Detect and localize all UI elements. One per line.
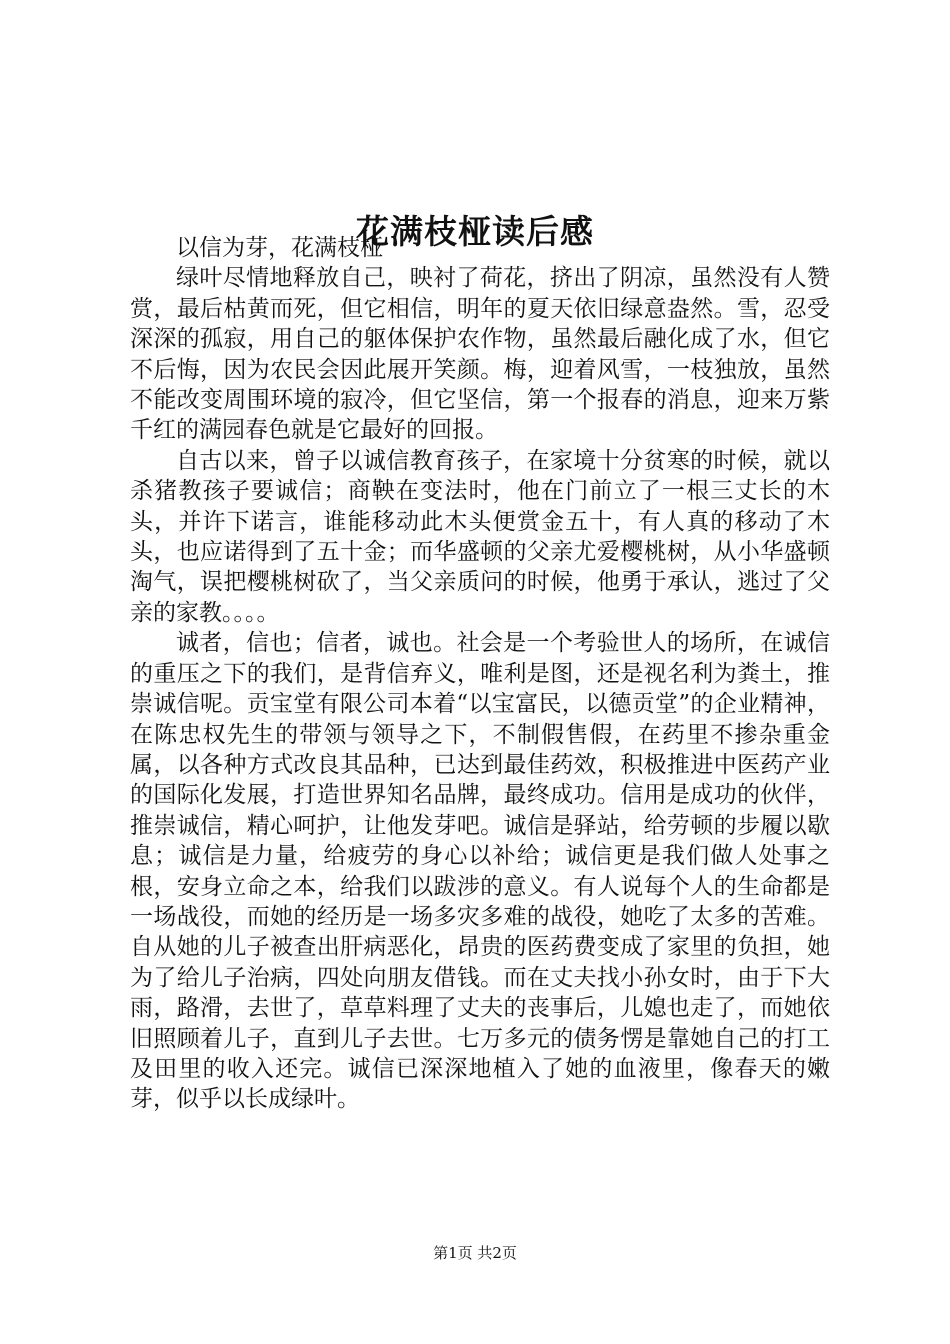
body-paragraph: 绿叶尽情地释放自己，映衬了荷花，挤出了阴凉，虽然没有人赞赏，最后枯黄而死，但它相信，明年的夏天依旧绿意盎然。雪，忍受深深的孤寂，用自己的躯体保护农作物，虽然最后融化成了水，但它不后悔，因为农民会因此展开笑颜。梅，迎着风雪，一枝独放，虽然不能改变周围环境的寂冷，但它坚信，第一个报春的消息，迎来万紫千红的满园春色就是它最好的回报。 — [130, 265, 830, 444]
body-paragraph: 诚者，信也；信者，诚也。社会是一个考验世人的场所，在诚信的重压之下的我们，是背信弃义，唯利是图，还是视名利为粪土，推崇诚信呢。贡宝堂有限公司本着“以宝富民，以德贡堂”的企业精神，在陈忠权先生的带领与领导之下，不制假售假，在药里不掺杂重金属，以各种方式改良其品种，已达到最佳药效，积极推进中医药产业的国际化发展，打造世界知名品牌，最终成功。信用是成功的伙伴，推崇诚信，精心呵护，让他发芽吧。诚信是驿站，给劳顿的步履以歇息；诚信是力量，给疲劳的身心以补给；诚信更是我们做人处事之根，安身立命之本，给我们以跋涉的意义。有人说每个人的生命都是一场战役，而她的经历是一场多灾多难的战役，她吃了太多的苦难。自从她的儿子被查出肝病恶化，昂贵的医药费变成了家里的负担，她为了给儿子治病，四处向朋友借钱。而在丈夫找小孙女时，由于下大雨，路滑，去世了，草草料理了丈夫的丧事后，儿媳也走了，而她依旧照顾着儿子，直到儿子去世。七万多元的债务愣是靠她自己的打工及田里的收入还完。诚信已深深地植入了她的血液里，像春天的嫩芽，似乎以长成绿叶。 — [130, 630, 830, 1113]
page-number-footer: 第1页 共2页 — [433, 1244, 517, 1262]
document-body — [130, 233, 830, 1115]
subtitle-paragraph: 以信为芽，花满枝桠 — [176, 235, 383, 261]
document-title: 花满枝桠读后感 — [356, 212, 594, 252]
body-paragraph: 自古以来，曾子以诚信教育孩子，在家境十分贫寒的时候，就以杀猪教孩子要诚信；商鞅在变法时，他在门前立了一根三丈长的木头，并许下诺言，谁能移动此木头便赏金五十，有人真的移动了木头，也应诺得到了五十金；而华盛顿的父亲尤爱樱桃树，从小华盛顿淘气，误把樱桃树砍了，当父亲质问的时候，他勇于承认，逃过了父亲的家教。。。。 — [130, 447, 830, 626]
